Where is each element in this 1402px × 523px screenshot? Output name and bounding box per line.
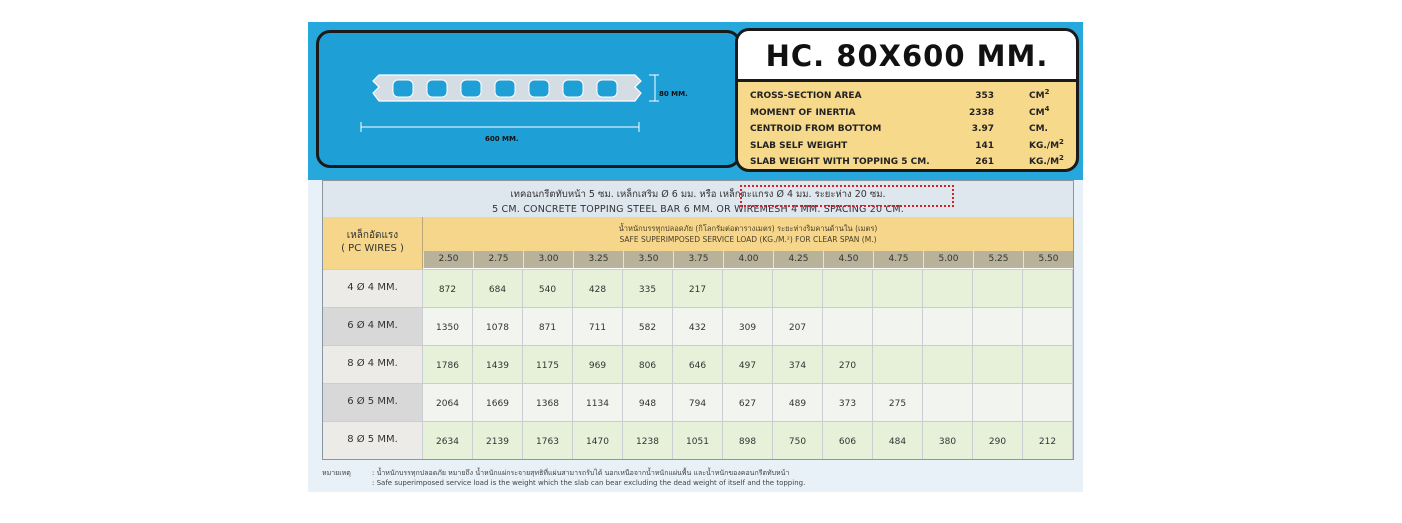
load-cell: 794 — [673, 384, 723, 421]
load-cell: 1368 — [523, 384, 573, 421]
property-row — [738, 138, 1076, 155]
span-header-cell: 4.25 — [773, 251, 823, 268]
span-header-cell: 3.50 — [623, 251, 673, 268]
table-row — [323, 307, 1073, 345]
load-cell: 871 — [523, 308, 573, 345]
spec-sheet — [308, 22, 1083, 492]
property-unit: $KG./M^2$ — [1029, 154, 1064, 167]
load-cell: 1470 — [573, 422, 623, 459]
wire-label: 6 Ø 5 MM. — [323, 384, 423, 421]
load-cell: 1786 — [423, 346, 473, 383]
property-label: SLAB SELF WEIGHT — [750, 140, 848, 151]
load-cell: 2064 — [423, 384, 473, 421]
width-label: 600 MM. — [485, 135, 519, 143]
span-header-cell: 5.50 — [1023, 251, 1073, 268]
span-header-row — [423, 251, 1073, 268]
load-cell: 309 — [723, 308, 773, 345]
load-cell: 1078 — [473, 308, 523, 345]
property-label: MOMENT OF INERTIA — [750, 107, 856, 118]
load-cell: 2634 — [423, 422, 473, 459]
footnote-key: หมายเหตุ — [322, 469, 351, 477]
span-header-cell: 4.50 — [823, 251, 873, 268]
load-cell: 380 — [923, 422, 973, 459]
span-header-cell: 5.25 — [973, 251, 1023, 268]
load-cell: 1763 — [523, 422, 573, 459]
load-cell: 290 — [973, 422, 1023, 459]
load-cell — [973, 384, 1023, 421]
load-cell: 489 — [773, 384, 823, 421]
load-cell: 898 — [723, 422, 773, 459]
load-cell: 373 — [823, 384, 873, 421]
pc-wires-header-english: ( PC WIRES ) — [341, 243, 404, 254]
slab-profile-panel — [316, 30, 741, 168]
span-header-cell: 4.75 — [873, 251, 923, 268]
span-header-cell: 5.00 — [923, 251, 973, 268]
load-cell: 806 — [623, 346, 673, 383]
load-cell: 684 — [473, 270, 523, 307]
caption-english: 5 CM. CONCRETE TOPPING STEEL BAR 6 MM. OR WIREMESH 4 MM. SPACING 20 CM. — [492, 204, 904, 215]
load-cell: 711 — [573, 308, 623, 345]
load-cell — [923, 308, 973, 345]
load-cell: 582 — [623, 308, 673, 345]
caption-thai: เทคอนกรีตทับหน้า 5 ซม. เหล็กเสริม Ø 6 มม. หรือ เหล็กตะแกรง Ø 4 มม. ระยะห่าง 20 ซม. — [510, 189, 886, 200]
load-cell — [1023, 346, 1073, 383]
property-unit: CM. — [1029, 124, 1048, 134]
load-cell — [873, 308, 923, 345]
load-cell: 484 — [873, 422, 923, 459]
wire-label: 4 Ø 4 MM. — [323, 270, 423, 307]
load-cell — [923, 384, 973, 421]
footnote-english: : Safe superimposed service load is the weight which the slab can bear excluding the dead weight of itself and the topping. — [372, 479, 806, 487]
load-cell — [773, 270, 823, 307]
load-cell: 217 — [673, 270, 723, 307]
load-header — [423, 217, 1073, 251]
span-header-cell: 2.75 — [473, 251, 523, 268]
property-label: SLAB WEIGHT WITH TOPPING 5 CM. — [750, 157, 930, 167]
load-cell — [923, 346, 973, 383]
slab-section-drawing — [319, 33, 739, 167]
load-cell: 1238 — [623, 422, 673, 459]
load-cell: 606 — [823, 422, 873, 459]
property-value: 3.97 — [971, 124, 994, 134]
load-cell: 1439 — [473, 346, 523, 383]
span-header-cell: 3.00 — [523, 251, 573, 268]
pc-wires-header-thai: เหล็กอัดแรง — [346, 230, 399, 241]
span-header-cell: 3.75 — [673, 251, 723, 268]
load-cell — [973, 308, 1023, 345]
load-cell — [1023, 270, 1073, 307]
pc-wires-header — [323, 217, 423, 269]
wire-label: 6 Ø 4 MM. — [323, 308, 423, 345]
property-row — [738, 105, 1076, 122]
load-cell — [923, 270, 973, 307]
load-cell: 646 — [673, 346, 723, 383]
load-table — [322, 180, 1074, 460]
property-row — [738, 121, 1076, 138]
load-cell — [723, 270, 773, 307]
load-cell: 872 — [423, 270, 473, 307]
table-row — [323, 345, 1073, 383]
load-cell — [823, 270, 873, 307]
span-header-cell: 2.50 — [423, 251, 473, 268]
property-value: 2338 — [968, 107, 994, 118]
property-value: 353 — [975, 91, 994, 101]
section-properties-panel — [735, 28, 1079, 172]
span-header-cell: 3.25 — [573, 251, 623, 268]
load-cell — [1023, 308, 1073, 345]
table-body — [323, 269, 1073, 459]
property-label: CROSS-SECTION AREA — [750, 91, 862, 101]
property-row — [738, 154, 1076, 171]
table-row — [323, 269, 1073, 307]
load-cell: 1350 — [423, 308, 473, 345]
load-cell: 948 — [623, 384, 673, 421]
load-cell — [1023, 384, 1073, 421]
span-header-cell: 4.00 — [723, 251, 773, 268]
load-cell — [973, 270, 1023, 307]
product-title: HC. 80X600 MM. — [738, 31, 1076, 82]
load-cell: 750 — [773, 422, 823, 459]
footnote-thai: : น้ำหนักบรรทุกปลอดภัย หมายถึง น้ำหนักแผ่กระจายสุทธิที่แผ่นสามารถรับได้ นอกเหนือจากน้ำหนักแผ่นพื้น และน้ำหนักของคอนกรีตทับหน้า — [372, 469, 790, 477]
property-unit: $CM^4$ — [1029, 104, 1050, 118]
load-cell: 270 — [823, 346, 873, 383]
load-header-english: SAFE SUPERIMPOSED SERVICE LOAD (KG./M.²) FOR CLEAR SPAN (M.) — [619, 235, 877, 244]
height-label: 80 MM. — [659, 90, 688, 98]
wire-label: 8 Ø 5 MM. — [323, 422, 423, 459]
load-cell — [873, 346, 923, 383]
load-cell: 374 — [773, 346, 823, 383]
load-cell: 2139 — [473, 422, 523, 459]
load-cell: 1134 — [573, 384, 623, 421]
load-header-thai: น้ำหนักบรรทุกปลอดภัย (กิโลกรัมต่อตารางเมตร) ระยะห่างริมคานด้านใน (เมตร) — [618, 224, 878, 233]
load-cell: 428 — [573, 270, 623, 307]
load-cell — [973, 346, 1023, 383]
table-row — [323, 383, 1073, 421]
load-cell: 212 — [1023, 422, 1073, 459]
property-row — [738, 88, 1076, 105]
table-caption — [323, 181, 1073, 217]
wire-label: 8 Ø 4 MM. — [323, 346, 423, 383]
property-unit: $CM^2$ — [1029, 88, 1050, 101]
property-value: 261 — [975, 157, 994, 167]
load-cell: 969 — [573, 346, 623, 383]
load-cell: 1175 — [523, 346, 573, 383]
table-row — [323, 421, 1073, 459]
load-cell: 627 — [723, 384, 773, 421]
load-cell — [823, 308, 873, 345]
load-cell: 1669 — [473, 384, 523, 421]
highlight-box — [740, 185, 954, 207]
load-cell: 497 — [723, 346, 773, 383]
property-value: 141 — [975, 140, 994, 151]
load-cell: 432 — [673, 308, 723, 345]
load-cell: 207 — [773, 308, 823, 345]
load-cell: 1051 — [673, 422, 723, 459]
load-cell: 275 — [873, 384, 923, 421]
property-label: CENTROID FROM BOTTOM — [750, 124, 882, 134]
load-cell — [873, 270, 923, 307]
property-unit: $KG./M^2$ — [1029, 137, 1064, 151]
load-cell: 540 — [523, 270, 573, 307]
load-cell: 335 — [623, 270, 673, 307]
